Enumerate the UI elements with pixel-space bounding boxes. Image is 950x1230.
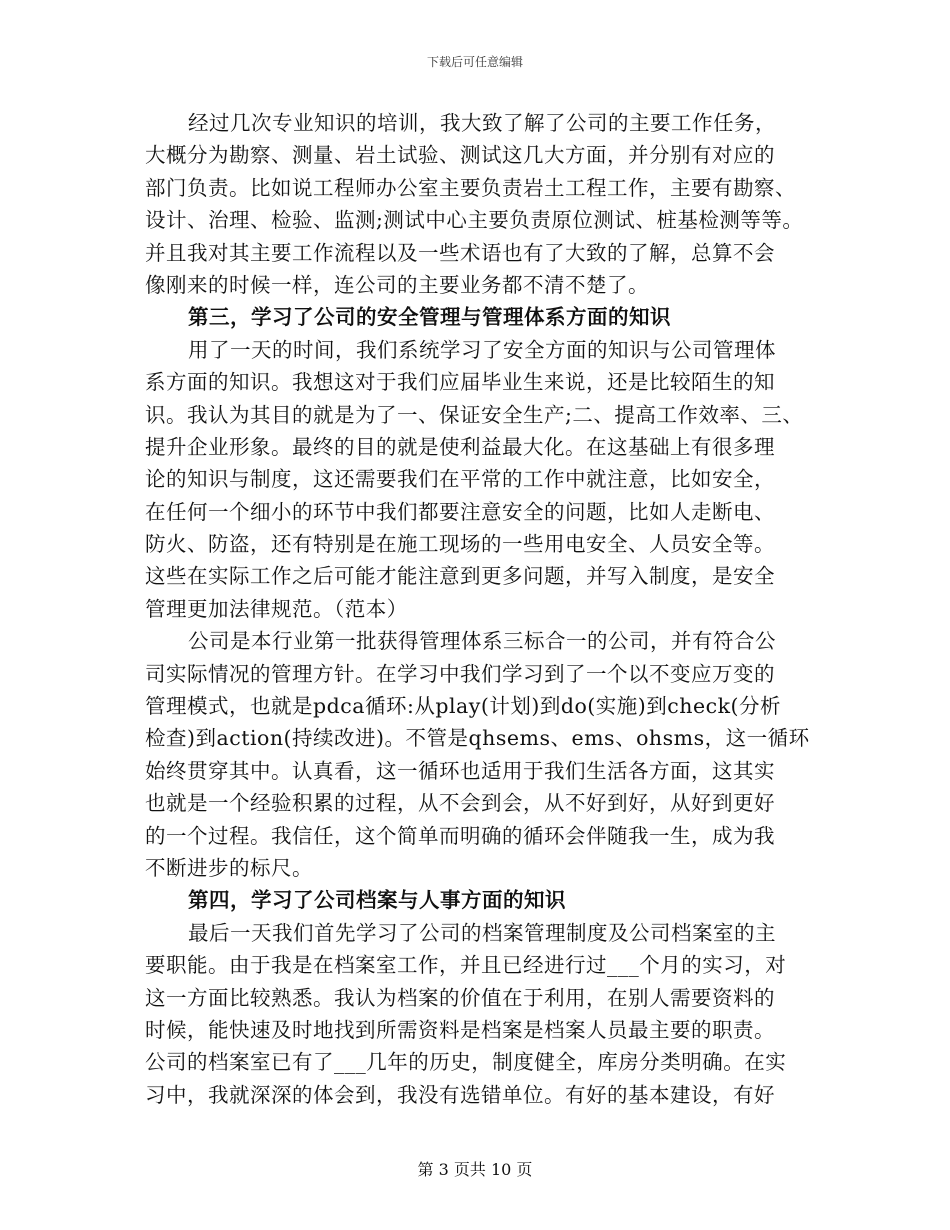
section-heading: 第四，学习了公司档案与人事方面的知识 bbox=[188, 888, 566, 913]
text-line: 管理更加法律规范。（范本） bbox=[145, 596, 408, 621]
text-line: 识。我认为其目的就是为了一、保证安全生产;二、提高工作效率、三、 bbox=[145, 402, 804, 427]
text-line: 经过几次专业知识的培训，我大致了解了公司的主要工作任务， bbox=[188, 111, 776, 135]
text-line: 检查)到action(持续改进)。不管是qhsems、ems、ohsms，这一循环 bbox=[145, 726, 810, 751]
text-line: 提升企业形象。最终的目的就是使利益最大化。在这基础上有很多理 bbox=[145, 434, 775, 459]
text-line: 最后一天我们首先学习了公司的档案管理制度及公司档案室的主 bbox=[188, 920, 776, 945]
page-header: 下载后可任意编辑 bbox=[426, 55, 523, 69]
page-footer: 第 3 页共 10 页 bbox=[417, 1160, 533, 1179]
text-line: 并且我对其主要工作流程以及一些术语也有了大致的了解，总算不会 bbox=[145, 240, 775, 265]
text-line: 始终贯穿其中。认真看，这一循环也适用于我们生活各方面，这其实 bbox=[145, 758, 775, 783]
text-line: 这些在实际工作之后可能才能注意到更多问题，并写入制度，是安全 bbox=[145, 564, 775, 589]
text-line: 部门负责。比如说工程师办公室主要负责岩土工程工作，主要有勘察、 bbox=[145, 175, 796, 200]
text-line: 系方面的知识。我想这对于我们应届毕业生来说，还是比较陌生的知 bbox=[145, 370, 775, 395]
text-line: 设计、治理、检验、监测;测试中心主要负责原位测试、桩基检测等等。 bbox=[145, 208, 804, 233]
text-line: 的一个过程。我信任，这个简单而明确的循环会伴随我一生，成为我 bbox=[145, 823, 775, 848]
text-line: 像刚来的时候一样，连公司的主要业务都不清不楚了。 bbox=[145, 272, 649, 297]
text-line: 要职能。由于我是在档案室工作，并且已经进行过___个月的实习，对 bbox=[145, 953, 787, 978]
text-line: 也就是一个经验积累的过程，从不会到会，从不好到好，从好到更好 bbox=[145, 791, 775, 816]
text-line: 公司的档案室已有了___几年的历史，制度健全，库房分类明确。在实 bbox=[145, 1050, 787, 1075]
text-line: 管理模式，也就是pdca循环:从play(计划)到do(实施)到check(分析 bbox=[145, 694, 782, 719]
document-body bbox=[145, 107, 825, 1111]
text-line: 司实际情况的管理方针。在学习中我们学习到了一个以不变应万变的 bbox=[145, 661, 775, 686]
text-line: 在任何一个细小的环节中我们都要注意安全的问题，比如人走断电、 bbox=[145, 499, 775, 524]
section-heading: 第三，学习了公司的安全管理与管理体系方面的知识 bbox=[188, 305, 671, 330]
text-line: 习中，我就深深的体会到，我没有选错单位。有好的基本建设，有好 bbox=[145, 1082, 775, 1107]
text-line: 不断进步的标尺。 bbox=[145, 855, 313, 880]
text-line: 论的知识与制度，这还需要我们在平常的工作中就注意，比如安全， bbox=[145, 467, 775, 492]
text-line: 这一方面比较熟悉。我认为档案的价值在于利用，在别人需要资料的 bbox=[145, 985, 775, 1010]
text-line: 公司是本行业第一批获得管理体系三标合一的公司，并有符合公 bbox=[188, 629, 776, 654]
text-line: 防火、防盗，还有特别是在施工现场的一些用电安全、人员安全等。 bbox=[145, 532, 775, 557]
text-line: 用了一天的时间，我们系统学习了安全方面的知识与公司管理体 bbox=[188, 337, 776, 362]
text-line: 大概分为勘察、测量、岩土试验、测试这几大方面，并分别有对应的 bbox=[145, 143, 775, 168]
text-line: 时候，能快速及时地找到所需资料是档案是档案人员最主要的职责。 bbox=[145, 1017, 775, 1042]
